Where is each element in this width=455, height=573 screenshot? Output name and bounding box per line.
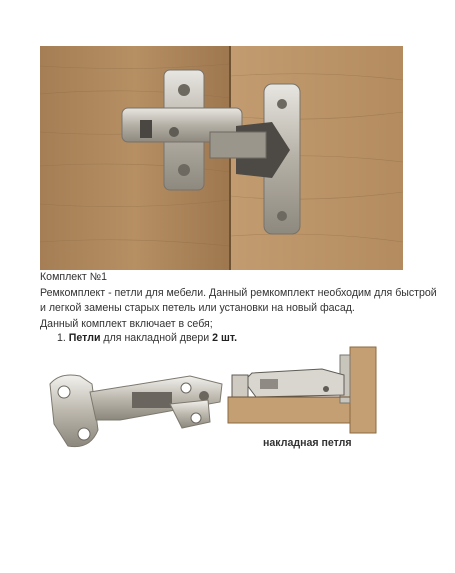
list-item-qty: 2 шт. bbox=[212, 332, 238, 344]
hinge-on-cabinet-photo bbox=[40, 46, 403, 270]
list-item bbox=[57, 332, 237, 344]
includes-label: Данный комплект включает в себя; bbox=[40, 317, 213, 330]
diagram-caption: накладная петля bbox=[263, 437, 352, 449]
hinge-product-photo bbox=[40, 358, 230, 458]
list-item-number: 1. bbox=[57, 332, 66, 344]
list-item-desc: для накладной двери bbox=[100, 332, 213, 344]
set-description: Ремкомплект - петли для мебели. Данный ремкомплект необходим для быстрой и легкой замены старых петель или установки на новый фасад. bbox=[40, 286, 437, 315]
set-title: Комплект №1 bbox=[40, 271, 107, 283]
list-item-name: Петли bbox=[68, 332, 101, 344]
description-block bbox=[40, 270, 440, 332]
